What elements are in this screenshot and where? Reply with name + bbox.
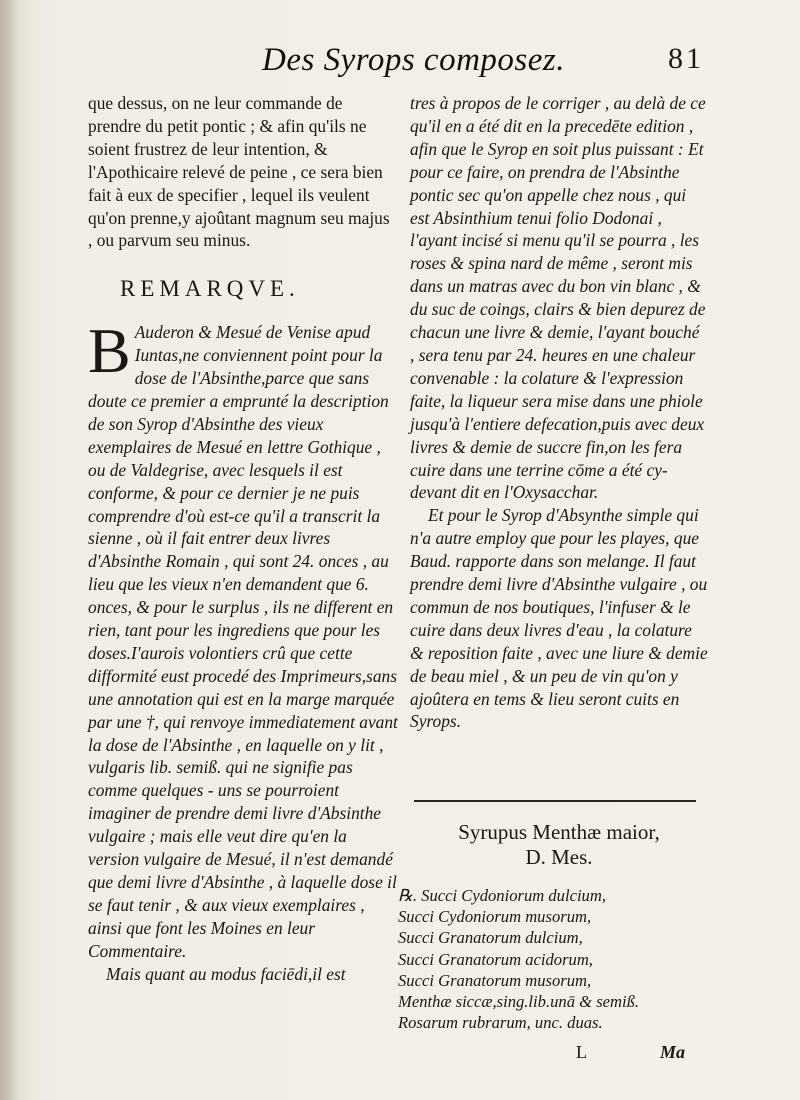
catchword: Ma (660, 1042, 686, 1062)
ingredient-line: Succi Granatorum musorum, (398, 970, 592, 990)
left-column (88, 92, 398, 986)
ingredient-line: Succi Cydoniorum musorum, (398, 907, 592, 927)
drop-cap: B (88, 315, 131, 387)
recipe-title (410, 820, 708, 870)
remarque-text: Auderon & Mesué de Venise apud Iuntas,ne conviennent point pour la dose de l'Absinthe,parce que sans doute ce premier a emprunté la description de son Syrop d'Absinthe des vieux exemplaires de Mesué en lettre Gothique , ou de Valdegrise, avec lesquels il est conforme, & pour ce dernier je ne puis comprendre d'où est-ce qu'il a transcrit la sienne , où il fait entrer deux livres d'Absinthe Romain , qui sont 24. onces , au lieu que les vieux n'en demandent que 6. onces, & pour le surplus , ils ne different en rien, tant pour les ingrediens que pour les doses.I'aurois volontiers crû que cette difformité eust procedé des Imprimeurs,sans une annotation qui est en la marge marquée par une †, qui renvoye immediatement avant la dose de l'Absinthe , en laquelle on y lit , vulgaris lib. semiß. qui ne signifie pas comme quelques - uns se pourroient imaginer de prendre demi livre d'Absinthe vulgaire ; mais elle veut dire qu'en la version vulgaire de Mesué, il n'est demandé que demi livre d'Absinthe , à laquelle dose il se faut tenir , & aux vieux exemplaires , ainsi que font les Moines en leur Commentaire. (88, 322, 398, 961)
remarque-paragraph (88, 315, 398, 962)
closing-line: Mais quant au modus faciēdi,il est (106, 963, 346, 984)
right-column (410, 92, 708, 733)
ingredient-line: Succi Granatorum dulcium, (398, 928, 583, 948)
ingredient-list (398, 885, 713, 1033)
ingredient-line: ℞. Succi Cydoniorum dulcium, (398, 886, 606, 905)
gutter-shadow (0, 0, 18, 1100)
running-title: Des Syrops composez. (262, 42, 565, 78)
recipe-title-line-2: D. Mes. (525, 845, 593, 869)
section-heading: REMARQVE. (120, 276, 300, 302)
recipe-title-line-1: Syrupus Menthæ maior, (458, 820, 660, 844)
ingredient-line: Rosarum rubrarum, unc. duas. (398, 1013, 603, 1033)
opening-paragraph: que dessus, on ne leur commande de prendre du petit pontic ; & afin qu'ils ne soient frustrez de leur intention, & l'Apothicaire relevé de peine , ce sera bien fait à eux de specifier , lequel ils veulent qu'on prenne,y ajoûtant magnum seu majus , ou parvum seu minus. (88, 93, 390, 251)
ingredient-line: Succi Granatorum acidorum, (398, 949, 593, 969)
right-paragraph-2: Et pour le Syrop d'Absynthe simple qui n'a autre employ que pour les playes, que Baud. rapporte dans son melange. Il faut prendre demi livre d'Absinthe vulgaire , ou commun de nos boutiques, l'infuser & le cuire dans deux livres d'eau , la colature & reposition faite , avec une liure & demie de beau miel , & un peu de vin qu'on y ajoûtera en tems & lieu seront cuits en Syrops. (410, 505, 708, 732)
right-paragraph-1: tres à propos de le corriger , au delà de ce qu'il en a été dit en la precedēte edition , afin que le Syrop en soit plus puissant : Et pour ce faire, on prendra de l'Absinthe pontic sec qu'on appelle chez nous , qui est Absinthium tenui folio Dodonai , l'ayant incisé si menu qu'il se pourra , les roses & spina nard de même , seront mis dans un matras avec du bon vin blanc , & du suc de coings, clairs & bien depurez de chacun une livre & demie, l'ayant bouché , sera tenu par 24. heures en une chaleur convenable : la colature & l'expression faite, la liqueur sera mise dans une phiole jusqu'à l'entiere defecation,puis avec deux livres & demie de succre fin,on les fera cuire dans une terrine cōme a été cy-devant dit en l'Oxysacchar. (410, 93, 706, 503)
section-divider (414, 800, 696, 802)
page-number: 81 (668, 42, 704, 75)
signature-mark: L (576, 1042, 587, 1062)
ingredient-line: Menthæ siccæ,sing.lib.unā & semiß. (398, 992, 640, 1012)
